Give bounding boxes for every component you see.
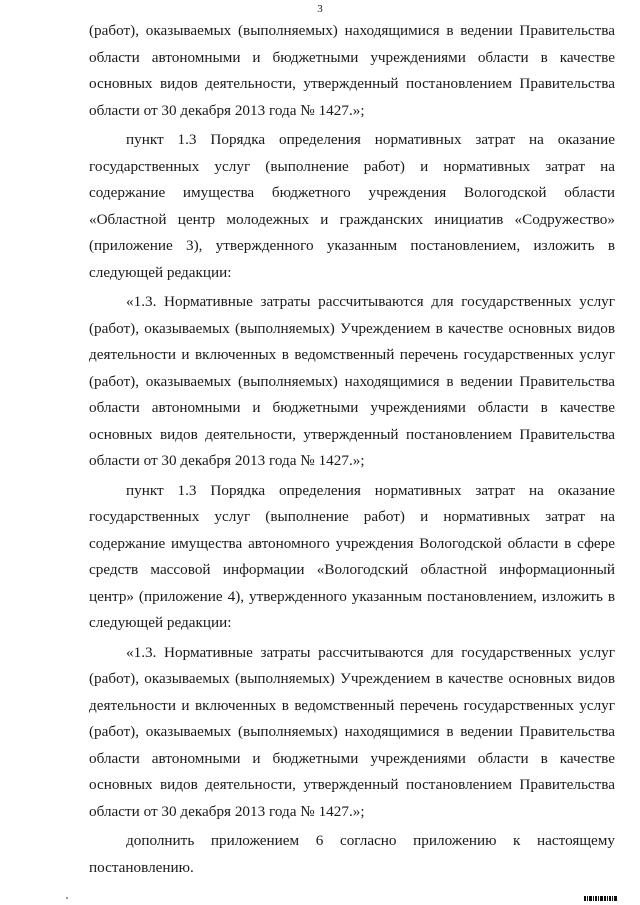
paragraph-add-appendix-6: дополнить приложением 6 согласно приложению к настоящему постановлению. [89, 832, 615, 876]
document-body [89, 18, 615, 884]
paragraph-continuation: (работ), оказываемых (выполняемых) находящимися в ведении Правительства области автономными и бюджетными учреждениями области в качестве основных видов деятельности, утвержденный постановлением Правительства области от 30 декабря 2013 года № 1427.»; [89, 22, 615, 119]
scan-speck [66, 897, 68, 899]
paragraph-quoted-clause-1-3: «1.3. Нормативные затраты рассчитываются для государственных услуг (работ), оказываемых (выполняемых) Учреждением в качестве основных видов деятельности и включенных в ведомственный перечень государственных услуг (работ), оказываемых (выполняемых) находящимися в ведении Правительства области автономными и бюджетными учреждениями области в качестве основных видов деятельности, утвержденный постановлением Правительства области от 30 декабря 2013 года № 1427.»; [89, 293, 615, 469]
paragraph-amendment-appendix-3: пункт 1.3 Порядка определения нормативных затрат на оказание государственных услуг (выполнение работ) и нормативных затрат на содержание имущества бюджетного учреждения Вологодской области «Областной центр молодежных и гражданских инициатив «Содружество» (приложение 3), утвержденного указанным постановлением, изложить в следующей редакции: [89, 131, 615, 281]
page-number: 3 [317, 3, 323, 15]
paragraph-amendment-appendix-4: пункт 1.3 Порядка определения нормативных затрат на оказание государственных услуг (выполнение работ) и нормативных затрат на содержание имущества автономного учреждения Вологодской области в сфере средств массовой информации «Вологодский областной информационный центр» (приложение 4), утвержденного указанным постановлением, изложить в следующей редакции: [89, 481, 615, 631]
paragraph-quoted-clause-1-3: «1.3. Нормативные затраты рассчитываются для государственных услуг (работ), оказываемых (выполняемых) Учреждением в качестве основных видов деятельности и включенных в ведомственный перечень государственных услуг (работ), оказываемых (выполняемых) находящимися в ведении Правительства области автономными и бюджетными учреждениями области в качестве основных видов деятельности, утвержденный постановлением Правительства области от 30 декабря 2013 года № 1427.»; [89, 643, 615, 820]
barcode-mark [584, 896, 618, 901]
